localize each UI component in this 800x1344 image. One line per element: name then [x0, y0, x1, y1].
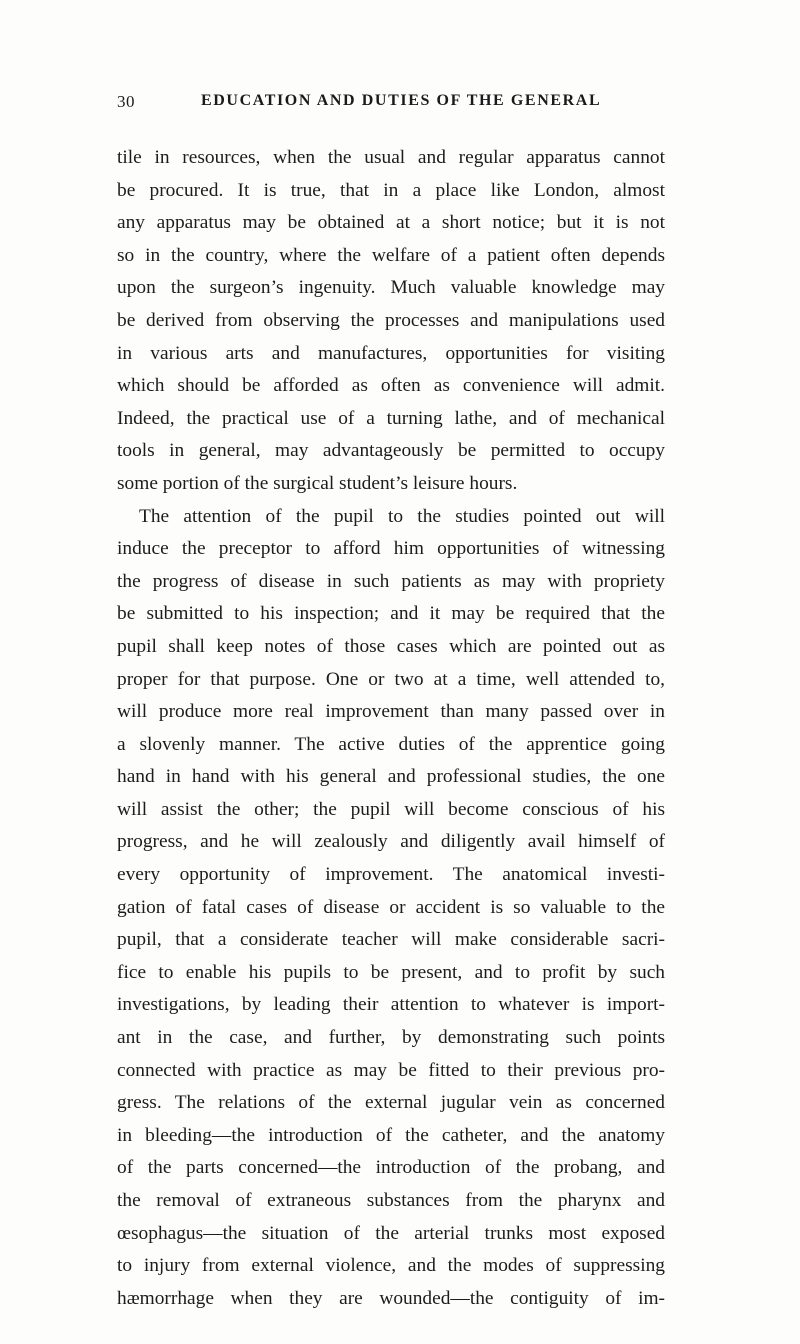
text-line: of the parts concerned—the introduction of the probang, and — [117, 1157, 665, 1179]
text-line: the removal of extraneous substances from the pharynx and — [117, 1190, 665, 1211]
running-head: EDUCATION AND DUTIES OF THE GENERAL — [201, 92, 602, 109]
text-line: investigations, by leading their attention to whatever is import- — [117, 994, 665, 1016]
text-line: any apparatus may be obtained at a short notice; but it is not — [117, 212, 665, 234]
text-line: Indeed, the practical use of a turning lathe, and of mechanical — [117, 407, 665, 429]
page-number: 30 — [117, 92, 135, 111]
text-line: pupil shall keep notes of those cases which are pointed out as — [117, 635, 665, 657]
text-line: will produce more real improvement than many passed over in — [117, 701, 665, 723]
text-line: tile in resources, when the usual and regular apparatus cannot — [117, 147, 665, 168]
text-line: ant in the case, and further, by demonstrating such points — [117, 1027, 665, 1049]
text-line: progress, and he will zealously and diligently avail himself of — [117, 831, 665, 853]
text-line: a slovenly manner. The active duties of the apprentice going — [117, 733, 665, 755]
text-line: in bleeding—the introduction of the catheter, and the anatomy — [117, 1124, 665, 1146]
text-line: induce the preceptor to afford him opportunities of witnessing — [117, 538, 665, 560]
text-line: which should be afforded as often as convenience will admit. — [117, 375, 665, 397]
text-line: will assist the other; the pupil will become conscious of his — [117, 798, 665, 820]
text-line: be submitted to his inspection; and it may be required that the — [117, 603, 665, 625]
text-line: proper for that purpose. One or two at a time, well attended to, — [117, 668, 665, 690]
text-line: connected with practice as may be fitted to their previous pro- — [117, 1059, 665, 1081]
text-line: fice to enable his pupils to be present, and to profit by such — [117, 961, 665, 983]
text-line: œsophagus—the situation of the arterial trunks most exposed — [117, 1222, 665, 1244]
text-line: so in the country, where the welfare of a patient often depends — [117, 244, 665, 266]
body-text — [117, 142, 665, 1315]
text-line: pupil, that a considerate teacher will make considerable sacri- — [117, 929, 665, 951]
page-header — [117, 92, 663, 116]
text-line: tools in general, may advantageously be permitted to occupy — [117, 440, 665, 462]
text-line: to injury from external violence, and the modes of suppressing — [117, 1255, 665, 1277]
text-line: gress. The relations of the external jugular vein as concerned — [117, 1092, 665, 1114]
text-line: in various arts and manufactures, opportunities for visiting — [117, 342, 665, 364]
text-line: be procured. It is true, that in a place like London, almost — [117, 179, 665, 201]
text-line: hæmorrhage when they are wounded—the contiguity of im- — [117, 1287, 665, 1309]
text-line: gation of fatal cases of disease or accident is so valuable to the — [117, 896, 665, 918]
text-line: be derived from observing the processes and manipulations used — [117, 309, 665, 331]
text-line: hand in hand with his general and professional studies, the one — [117, 766, 665, 788]
text-line: some portion of the surgical student’s leisure hours. — [117, 472, 518, 494]
text-line: upon the surgeon’s ingenuity. Much valuable knowledge may — [117, 277, 665, 299]
text-line: every opportunity of improvement. The anatomical investi- — [117, 864, 665, 886]
text-line: the progress of disease in such patients as may with propriety — [117, 570, 665, 592]
paragraph-start-line: The attention of the pupil to the studies pointed out will — [139, 505, 665, 527]
